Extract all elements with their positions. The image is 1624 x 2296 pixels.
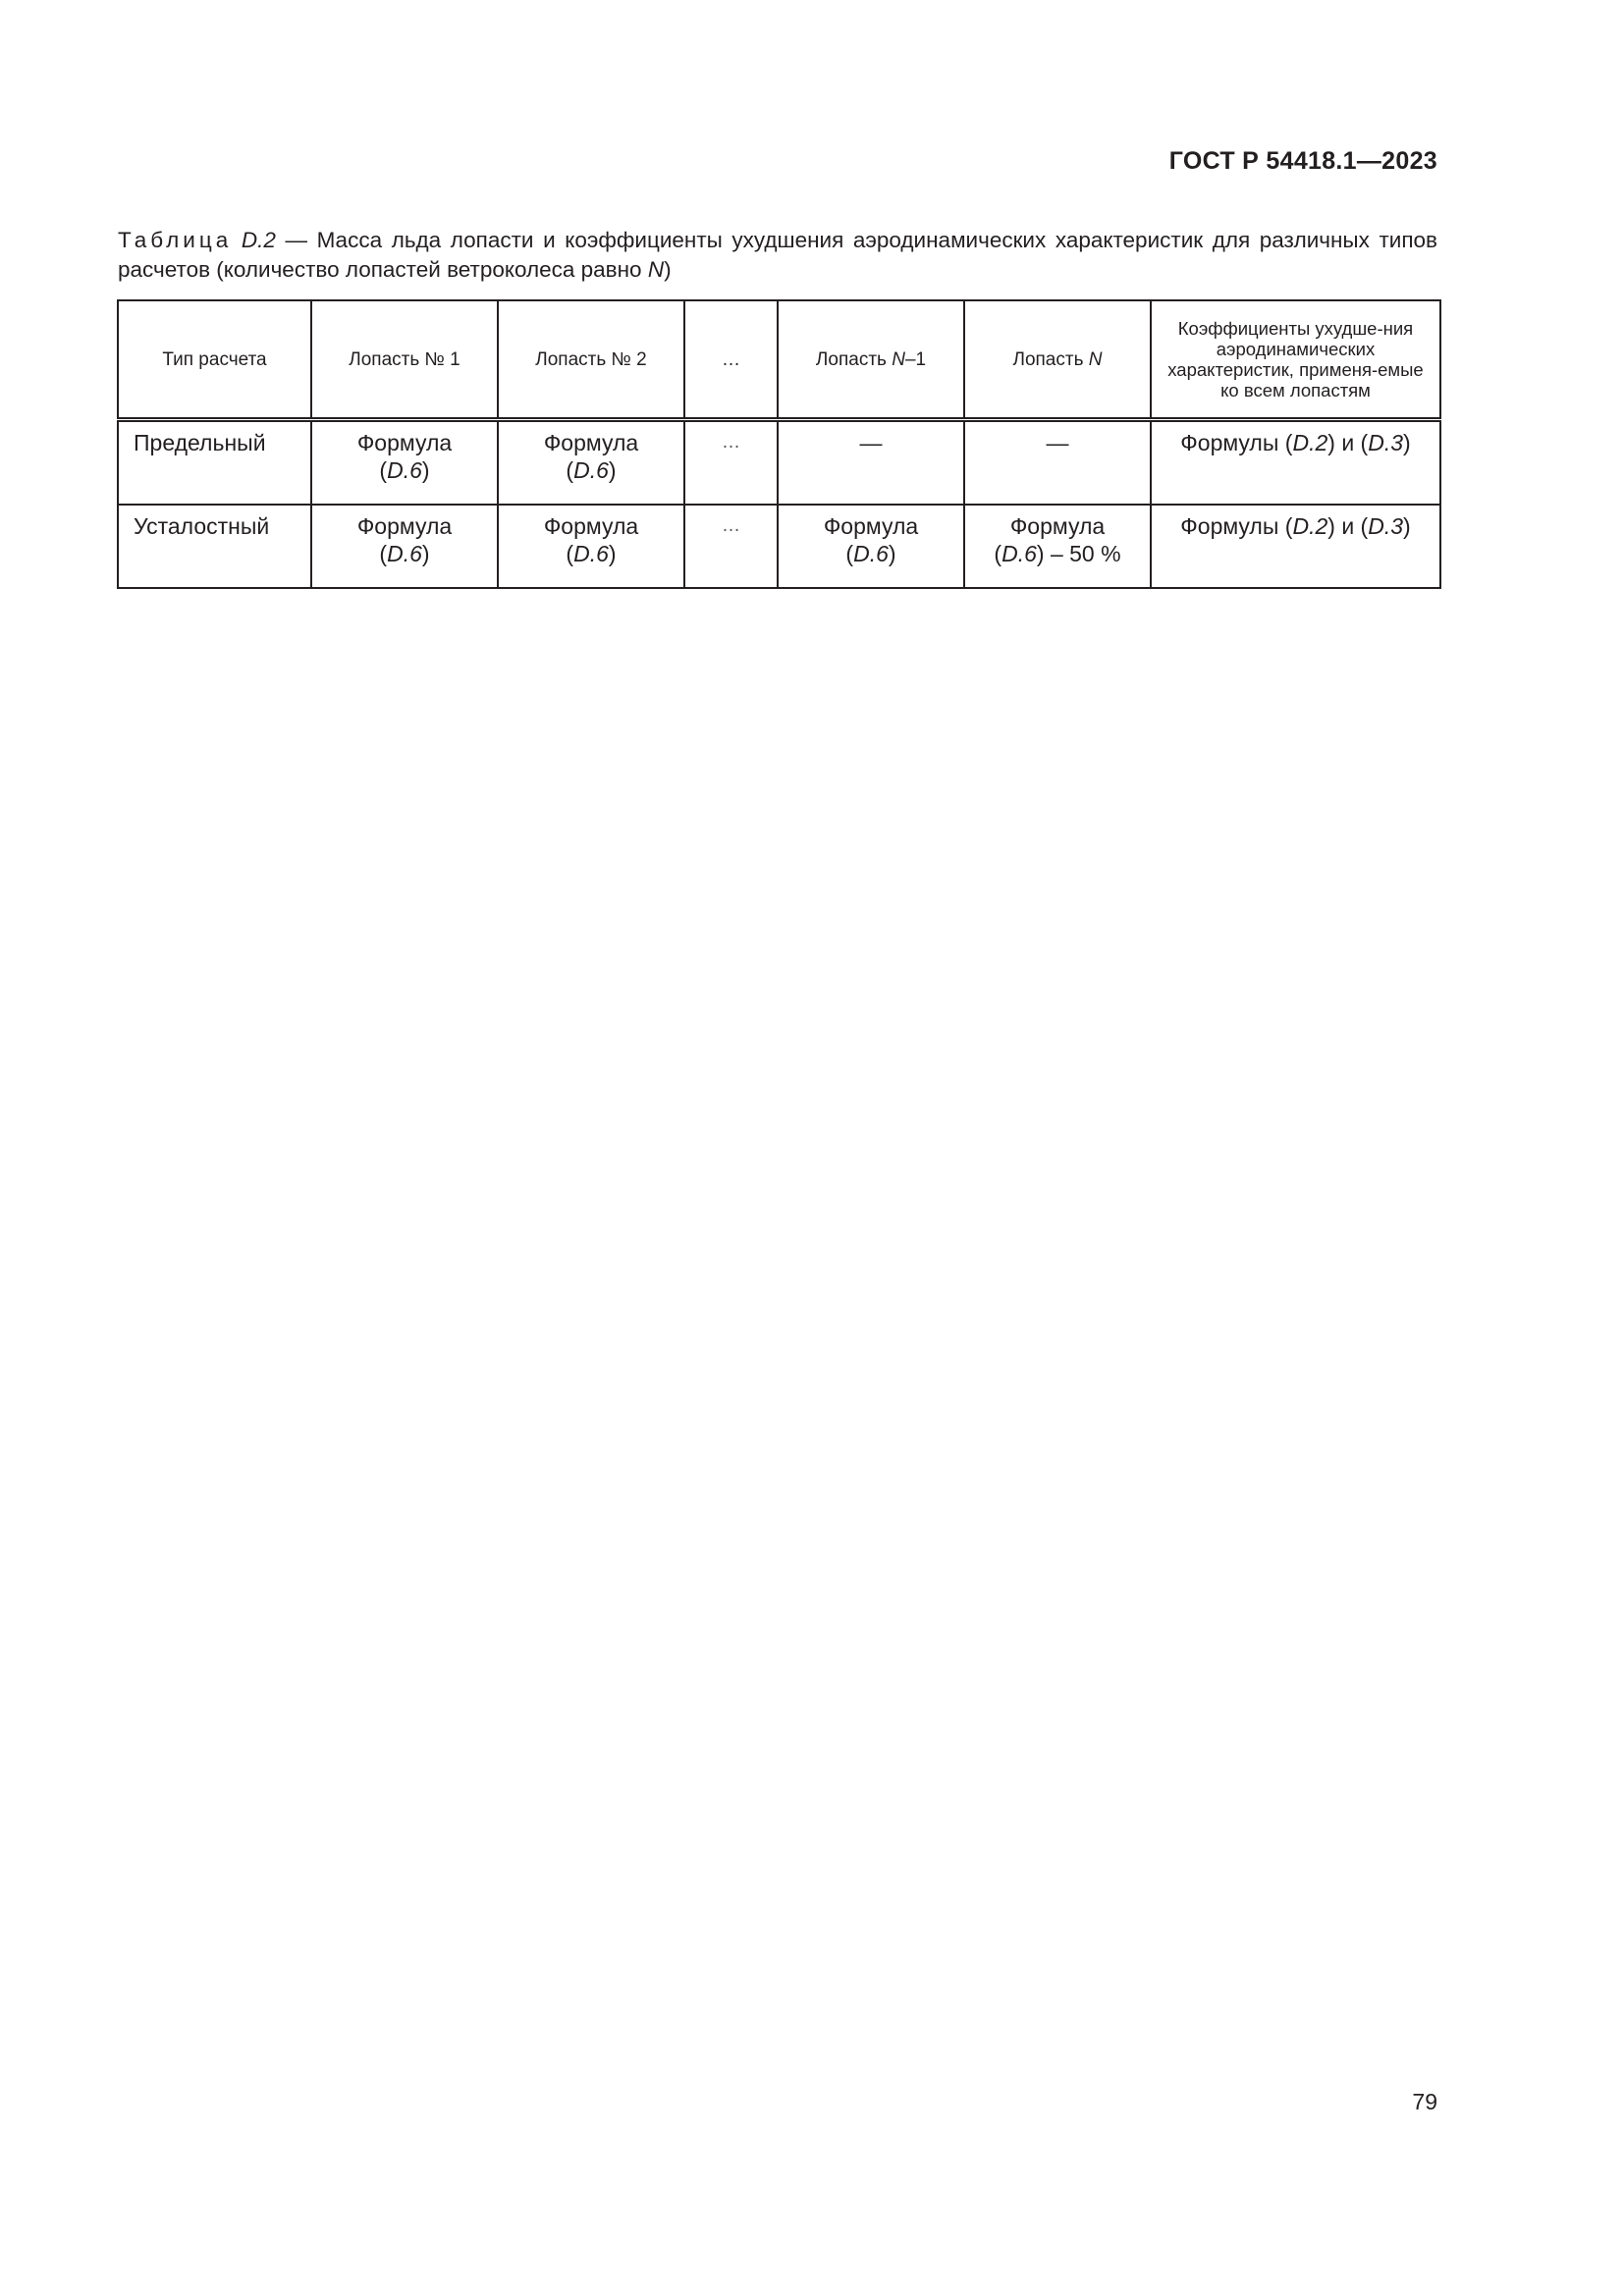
header-blade-1: Лопасть № 1 bbox=[311, 300, 498, 420]
formula-ref: D.6 bbox=[387, 541, 422, 566]
header-blade-n-minus-1-var: N bbox=[892, 348, 905, 370]
formula-word: Формула bbox=[823, 513, 919, 539]
header-blade-2: Лопасть № 2 bbox=[498, 300, 684, 420]
cell-blade-n: Формула (D.6) – 50 % bbox=[964, 505, 1151, 588]
formulas-word: Формулы bbox=[1180, 513, 1279, 539]
formula-word: Формула bbox=[356, 513, 453, 539]
header-calc-type: Тип расчета bbox=[118, 300, 311, 420]
formula-word: Формула bbox=[356, 430, 453, 455]
table-row bbox=[118, 505, 1440, 588]
formula-ref: D.6 bbox=[387, 457, 422, 483]
formula-ref: D.6 bbox=[1001, 541, 1037, 566]
caption-label: Таблица bbox=[118, 228, 233, 252]
cell-blade-n: — bbox=[964, 420, 1151, 506]
header-blade-n-minus-1-suffix: –1 bbox=[904, 348, 927, 370]
caption-text: — Масса льда лопасти и коэффициенты ухудшения аэродинамических характеристик для различных типов расчетов (количество лопастей ветроколеса равно bbox=[118, 228, 1437, 282]
formula-ref: D.6 bbox=[573, 457, 609, 483]
header-blade-n-prefix: Лопасть bbox=[1012, 348, 1089, 370]
cell-blade-2: Формула (D.6) bbox=[498, 505, 684, 588]
page-number: 79 bbox=[1412, 2089, 1437, 2114]
header-blade-n-var: N bbox=[1088, 348, 1103, 370]
cell-blade-2: Формула (D.6) bbox=[498, 420, 684, 506]
data-table bbox=[117, 299, 1441, 589]
header-coefficients: Коэффициенты ухудше-ния аэродинамических характеристик, применя-емые ко всем лопастям bbox=[1151, 300, 1440, 420]
formula-suffix: – 50 % bbox=[1044, 541, 1121, 566]
document-header: ГОСТ Р 54418.1—2023 bbox=[1168, 147, 1437, 175]
table-row bbox=[118, 420, 1440, 506]
formula-word: Формула bbox=[543, 513, 639, 539]
cell-blade-1: Формула (D.6) bbox=[311, 505, 498, 588]
table-caption bbox=[118, 226, 1437, 285]
conjunction: и bbox=[1341, 430, 1355, 455]
cell-blade-1: Формула (D.6) bbox=[311, 420, 498, 506]
formulas-word: Формулы bbox=[1180, 430, 1279, 455]
cell-calc-type: Предельный bbox=[118, 420, 311, 506]
cell-ellipsis: … bbox=[684, 420, 778, 506]
formula-word: Формула bbox=[1009, 513, 1106, 539]
formula-ref: D.6 bbox=[573, 541, 609, 566]
caption-variable: N bbox=[647, 257, 665, 282]
formula-ref: D.2 bbox=[1292, 430, 1328, 455]
cell-ellipsis: … bbox=[684, 505, 778, 588]
conjunction: и bbox=[1341, 513, 1355, 539]
cell-calc-type: Усталостный bbox=[118, 505, 311, 588]
table-header-row bbox=[118, 300, 1440, 420]
formula-ref: D.3 bbox=[1368, 430, 1404, 455]
cell-blade-n-minus-1: — bbox=[778, 420, 964, 506]
caption-table-number: D.2 bbox=[241, 228, 276, 252]
formula-ref: D.2 bbox=[1292, 513, 1328, 539]
header-blade-n bbox=[964, 300, 1151, 420]
header-blade-n-minus-1 bbox=[778, 300, 964, 420]
cell-coefficients: Формулы (D.2) и (D.3) bbox=[1151, 420, 1440, 506]
formula-word: Формула bbox=[543, 430, 639, 455]
formula-ref: D.6 bbox=[853, 541, 889, 566]
cell-blade-n-minus-1: Формула (D.6) bbox=[778, 505, 964, 588]
header-blade-n-minus-1-prefix: Лопасть bbox=[815, 348, 893, 370]
table-container bbox=[117, 299, 1439, 589]
caption-close: ) bbox=[664, 257, 672, 282]
formula-ref: D.3 bbox=[1368, 513, 1404, 539]
header-ellipsis: … bbox=[684, 300, 778, 420]
cell-coefficients: Формулы (D.2) и (D.3) bbox=[1151, 505, 1440, 588]
